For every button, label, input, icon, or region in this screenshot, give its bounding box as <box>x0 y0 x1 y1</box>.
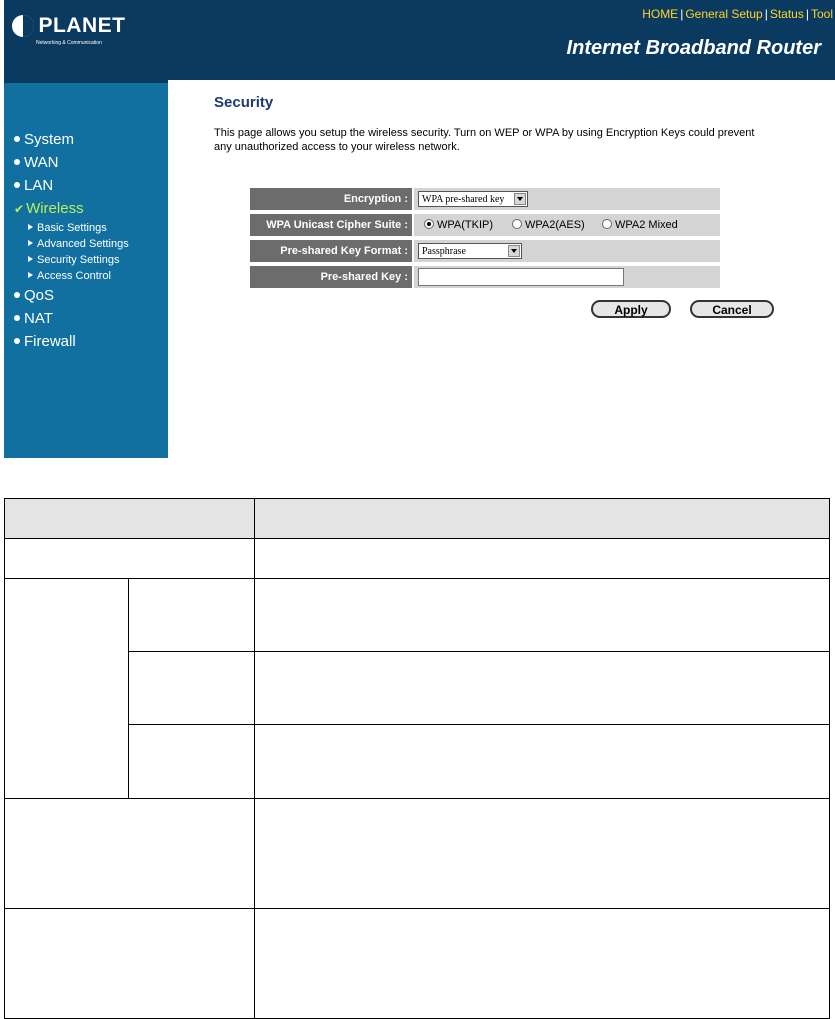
main-content <box>168 80 835 458</box>
table-cell <box>5 579 129 799</box>
pre-shared-key-input[interactable] <box>418 268 624 286</box>
table-header-cell <box>254 499 829 539</box>
top-nav-home[interactable]: HOME <box>642 7 679 21</box>
sidebar-item-qos[interactable] <box>14 284 129 307</box>
checkmark-icon: ✔ <box>14 202 25 216</box>
dropdown-arrow-icon <box>514 193 526 205</box>
key-format-select-value: Passphrase <box>422 246 466 257</box>
table-cell <box>254 652 829 725</box>
table-row <box>5 652 830 725</box>
radio-label: WPA2 Mixed <box>615 219 678 231</box>
sidebar-item-label: QoS <box>24 287 55 304</box>
radio-wpa2-mixed[interactable] <box>602 219 678 231</box>
table-cell <box>254 799 829 909</box>
top-nav-general-setup[interactable]: General Setup <box>685 7 763 21</box>
top-nav-status[interactable]: Status <box>769 7 804 21</box>
sidebar-subitem-label: Basic Settings <box>37 222 107 234</box>
encryption-select[interactable] <box>418 191 528 207</box>
settings-description-table <box>4 498 830 1019</box>
sidebar-item-system[interactable] <box>14 128 129 151</box>
sidebar-item-nat[interactable] <box>14 307 129 330</box>
table-row <box>5 725 830 799</box>
brand-tagline: Networking & Communication <box>36 40 102 46</box>
sidebar-subitem-label: Security Settings <box>37 254 120 266</box>
table-cell <box>128 652 254 725</box>
sidebar-subitem-label: Access Control <box>37 270 111 282</box>
page-description: This page allows you setup the wireless security. Turn on WEP or WPA by using Encryption Keys could prevent any unauthorized access to your wireless network. <box>214 127 755 153</box>
sidebar-item-wan[interactable] <box>14 151 129 174</box>
planet-logo <box>12 14 126 46</box>
pre-shared-key-value-cell <box>414 266 720 288</box>
sidebar <box>4 80 168 458</box>
bullet-icon <box>14 159 20 165</box>
sidebar-item-firewall[interactable] <box>14 330 129 353</box>
dropdown-arrow-icon <box>508 245 520 257</box>
sidebar-item-label: LAN <box>24 177 54 194</box>
table-row <box>5 909 830 1019</box>
sidebar-subitem-basic-settings[interactable] <box>14 220 129 236</box>
table-cell <box>5 799 255 909</box>
pre-shared-key-label: Pre-shared Key : <box>250 266 412 288</box>
cipher-suite-value-cell <box>414 214 720 236</box>
triangle-right-icon <box>28 240 33 246</box>
bullet-icon <box>14 136 20 142</box>
sidebar-subitem-label: Advanced Settings <box>37 238 129 250</box>
table-cell <box>254 539 829 579</box>
key-format-select[interactable] <box>418 243 522 259</box>
pre-shared-key-row <box>250 265 720 291</box>
table-cell <box>254 725 829 799</box>
apply-button[interactable]: Apply <box>591 300 671 318</box>
sidebar-item-label: NAT <box>24 310 53 327</box>
table-row <box>5 799 830 909</box>
bullet-icon <box>14 292 20 298</box>
triangle-right-icon <box>28 224 33 230</box>
sidebar-subitem-security-settings[interactable] <box>14 252 129 268</box>
cipher-suite-row <box>250 213 720 239</box>
key-format-value-cell <box>414 240 720 262</box>
encryption-value-cell <box>414 188 720 210</box>
bullet-icon <box>14 315 20 321</box>
header <box>4 0 835 80</box>
security-form <box>250 187 720 291</box>
radio-label: WPA2(AES) <box>525 219 585 231</box>
cipher-suite-label: WPA Unicast Cipher Suite : <box>250 214 412 236</box>
triangle-right-icon <box>28 272 33 278</box>
top-nav: HOME | General Setup | Status | Tool <box>642 7 833 21</box>
product-title: Internet Broadband Router <box>566 37 821 59</box>
radio-wpa2-aes[interactable] <box>512 219 585 231</box>
sidebar-item-label: Firewall <box>24 333 76 350</box>
key-format-row <box>250 239 720 265</box>
sidebar-subitem-advanced-settings[interactable] <box>14 236 129 252</box>
sidebar-item-label: WAN <box>24 154 59 171</box>
table-cell <box>254 579 829 652</box>
table-cell <box>5 909 255 1019</box>
bullet-icon <box>14 182 20 188</box>
radio-unselected-icon <box>602 219 612 229</box>
triangle-right-icon <box>28 256 33 262</box>
planet-logo-icon <box>12 15 34 37</box>
encryption-label: Encryption : <box>250 188 412 210</box>
table-row <box>5 579 830 652</box>
radio-label: WPA(TKIP) <box>437 219 494 231</box>
radio-selected-icon <box>424 219 434 229</box>
key-format-label: Pre-shared Key Format : <box>250 240 412 262</box>
cancel-button[interactable]: Cancel <box>690 300 774 318</box>
sidebar-item-wireless[interactable] <box>14 197 129 220</box>
router-screenshot <box>4 0 835 458</box>
encryption-select-value: WPA pre-shared key <box>422 194 505 205</box>
sidebar-nav <box>14 128 129 353</box>
table-cell <box>128 579 254 652</box>
table-row <box>5 539 830 579</box>
table-cell <box>5 539 255 579</box>
sidebar-item-label: System <box>24 131 75 148</box>
top-nav-tool[interactable]: Tool <box>810 7 833 21</box>
page-title: Security <box>214 94 274 111</box>
sidebar-item-lan[interactable] <box>14 174 129 197</box>
table-cell <box>254 909 829 1019</box>
table-cell <box>128 725 254 799</box>
encryption-row <box>250 187 720 213</box>
table-header-cell <box>5 499 255 539</box>
brand-name: PLANET <box>38 14 126 37</box>
radio-wpa-tkip[interactable] <box>424 219 493 231</box>
bullet-icon <box>14 338 20 344</box>
sidebar-subitem-access-control[interactable] <box>14 268 129 284</box>
table-header-row <box>5 499 830 539</box>
radio-unselected-icon <box>512 219 522 229</box>
sidebar-item-label: Wireless <box>26 200 84 217</box>
